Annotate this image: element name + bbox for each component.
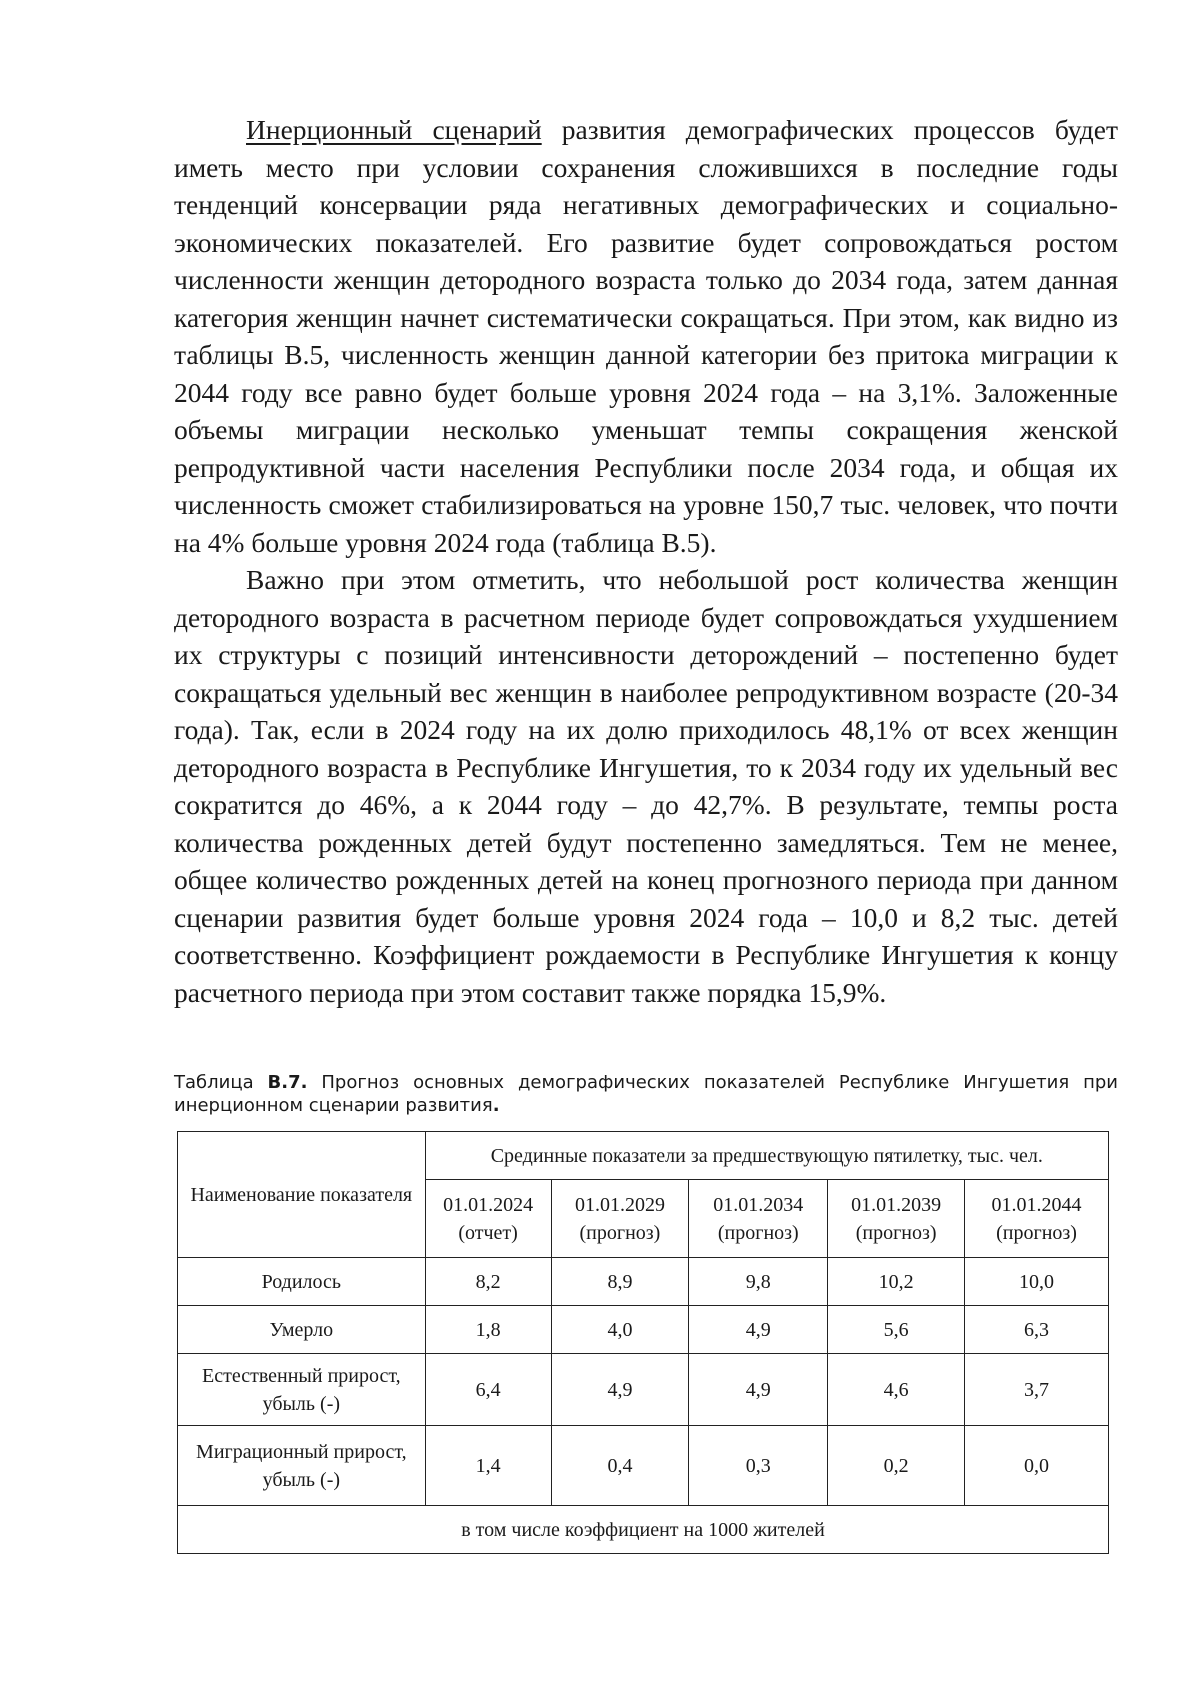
table-cell: 6,3 (965, 1306, 1109, 1354)
column-header (425, 1180, 551, 1258)
table-cell: 9,8 (689, 1258, 828, 1306)
paragraph-inertial-scenario (174, 111, 1118, 561)
column-note: (отчет) (458, 1221, 518, 1244)
column-date: 01.01.2024 (443, 1193, 534, 1216)
column-date: 01.01.2044 (991, 1193, 1082, 1216)
paragraph-1-text: развития демографических процессов будет иметь место при условии сохранения сложившихся в последние годы тенденций консервации ряда негативных демографических и социально-экономических показателей. Его развитие будет сопровождаться ростом численности женщин детородного возраста только до 2034 года, затем данная категория женщин начнет систематически сокращаться. При этом, как видно из таблицы В.5, численность женщин данной категории без притока миграции к 2044 году все равно будет больше уровня 2024 года – на 3,1%. Заложенные объемы миграции несколько уменьшат темпы сокращения женской репродуктивной части населения Республики после 2034 года, и общая их численность сможет стабилизироваться на уровне 150,7 тыс. человек, что почти на 4% больше уровня 2024 года (таблица В.5). (174, 114, 1119, 558)
table-cell: 5,6 (828, 1306, 965, 1354)
column-header (828, 1180, 965, 1258)
column-date: 01.01.2029 (574, 1193, 665, 1216)
paragraph-structure: Важно при этом отметить, что небольшой рост количества женщин детородного возраста в расчетном периоде будет сопровождаться ухудшением их структуры с позиций интенсивности деторождений – постепенно будет сокращаться удельный вес женщин в наиболее репродуктивном возрасте (20-34 года). Так, если в 2024 году на их долю приходилось 48,1% от всех женщин детородного возраста в Республике Ингушетия, то к 2034 году их удельный вес сократится до 46%, а к 2044 году – до 42,7%. В результате, темпы роста количества рожденных детей будут постепенно замедляться. Тем не менее, общее количество рожденных детей на конец прогнозного периода при данном сценарии развития будет больше уровня 2024 года – 10,0 и 8,2 тыс. детей соответственно. Коэффициент рождаемости в Республике Ингушетия к концу расчетного периода при этом составит также порядка 15,9%. (174, 564, 1118, 1008)
table-row (178, 1258, 1109, 1306)
row-label: Родилось (178, 1258, 426, 1306)
caption-prefix: Таблица (174, 1072, 268, 1093)
table-footer-cell: в том числе коэффициент на 1000 жителей (178, 1506, 1109, 1554)
table-cell: 6,4 (425, 1354, 551, 1426)
table-cell: 0,0 (965, 1426, 1109, 1506)
column-note: (прогноз) (855, 1221, 937, 1244)
table-cell: 0,2 (828, 1426, 965, 1506)
scenario-term: Инерционный сценарий (246, 114, 542, 145)
table-cell: 10,2 (828, 1258, 965, 1306)
column-header (551, 1180, 689, 1258)
column-header (689, 1180, 828, 1258)
table-cell: 4,9 (551, 1354, 689, 1426)
column-date: 01.01.2039 (851, 1193, 942, 1216)
caption-number: В.7. (267, 1072, 308, 1093)
row-label: Миграционный прирост, убыль (-) (178, 1426, 426, 1506)
table-cell: 4,9 (689, 1354, 828, 1426)
table-cell: 4,0 (551, 1306, 689, 1354)
table-cell: 4,6 (828, 1354, 965, 1426)
column-note: (прогноз) (579, 1221, 661, 1244)
table-row (178, 1306, 1109, 1354)
body-text (174, 111, 1118, 1011)
table-row (178, 1354, 1109, 1426)
group-header-cell: Срединные показатели за предшествующую пятилетку, тыс. чел. (425, 1132, 1108, 1180)
row-label: Естественный прирост, убыль (-) (178, 1354, 426, 1426)
column-header (965, 1180, 1109, 1258)
table-row (178, 1426, 1109, 1506)
demographic-forecast-table (177, 1131, 1109, 1554)
row-label: Умерло (178, 1306, 426, 1354)
table-cell: 0,4 (551, 1426, 689, 1506)
name-header-cell: Наименование показателя (178, 1132, 426, 1258)
table-cell: 3,7 (965, 1354, 1109, 1426)
table-cell: 4,9 (689, 1306, 828, 1354)
table-cell: 1,4 (425, 1426, 551, 1506)
table-cell: 8,2 (425, 1258, 551, 1306)
table-cell: 0,3 (689, 1426, 828, 1506)
table-cell: 10,0 (965, 1258, 1109, 1306)
column-date: 01.01.2034 (713, 1193, 804, 1216)
table-cell: 1,8 (425, 1306, 551, 1354)
table-caption (174, 1071, 1118, 1117)
column-note: (прогноз) (717, 1221, 799, 1244)
table-cell: 8,9 (551, 1258, 689, 1306)
caption-end: . (492, 1095, 500, 1116)
column-note: (прогноз) (996, 1221, 1077, 1244)
caption-text: Прогноз основных демографических показателей Республике Ингушетия при инерционном сценарии развития (174, 1072, 1118, 1116)
table-footer-row (178, 1506, 1109, 1554)
table-header-row (178, 1132, 1109, 1180)
